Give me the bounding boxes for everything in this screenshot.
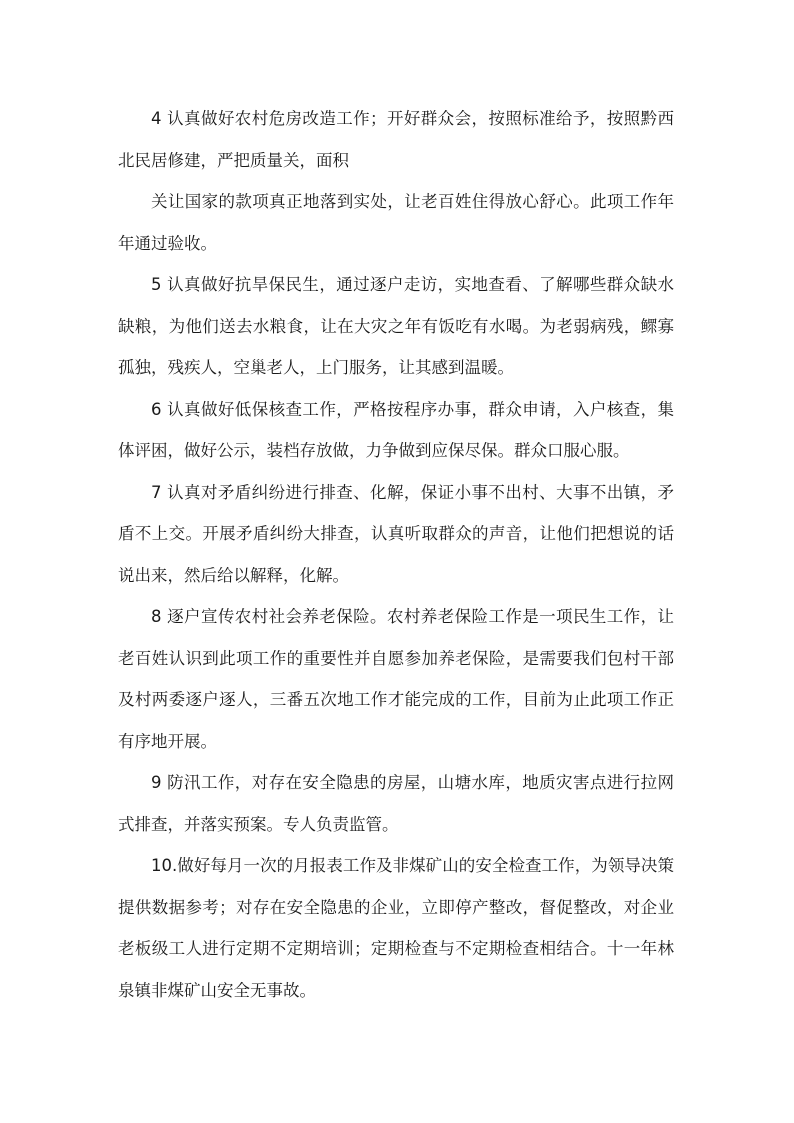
paragraph-item-9: 9 防汛工作，对存在安全隐患的房屋，山塘水库，地质灾害点进行拉网式排查，并落实预案。专人负责监管。 [118,773,674,834]
paragraph-item-4-continued: 关让国家的款项真正地落到实处，让老百姓住得放心舒心。此项工作年年通过验收。 [118,192,674,253]
paragraph-item-10: 10.做好每月一次的月报表工作及非煤矿山的安全检查工作，为领导决策提供数据参考；对存在安全隐患的企业，立即停产整改，督促整改，对企业老板级工人进行定期不定期培训；定期检查与不定期检查相结合。十一年林泉镇非煤矿山安全无事故。 [118,856,674,1000]
paragraph-item-5: 5 认真做好抗旱保民生，通过逐户走访，实地查看、了解哪些群众缺水缺粮，为他们送去水粮食，让在大灾之年有饭吃有水喝。为老弱病残，鳏寡孤独，残疾人，空巢老人，上门服务，让其感到温暖。 [118,275,674,377]
paragraph-item-8: 8 逐户宣传农村社会养老保险。农村养老保险工作是一项民生工作，让老百姓认识到此项工作的重要性并自愿参加养老保险，是需要我们包村干部及村两委逐户逐人，三番五次地工作才能完成的工作，目前为止此项工作正有序地开展。 [118,607,674,751]
paragraph-item-7: 7 认真对矛盾纠纷进行排查、化解，保证小事不出村、大事不出镇，矛盾不上交。开展矛盾纠纷大排查，认真听取群众的声音，让他们把想说的话说出来，然后给以解释，化解。 [118,482,674,585]
document-body [118,98,674,1011]
paragraph-item-4: 4 认真做好农村危房改造工作；开好群众会，按照标准给予，按照黔西北民居修建，严把质量关，面积 [118,109,674,170]
paragraph-item-6: 6 认真做好低保核查工作，严格按程序办事，群众申请，入户核查，集体评困，做好公示，装档存放做，力争做到应保尽保。群众口服心服。 [118,399,674,460]
